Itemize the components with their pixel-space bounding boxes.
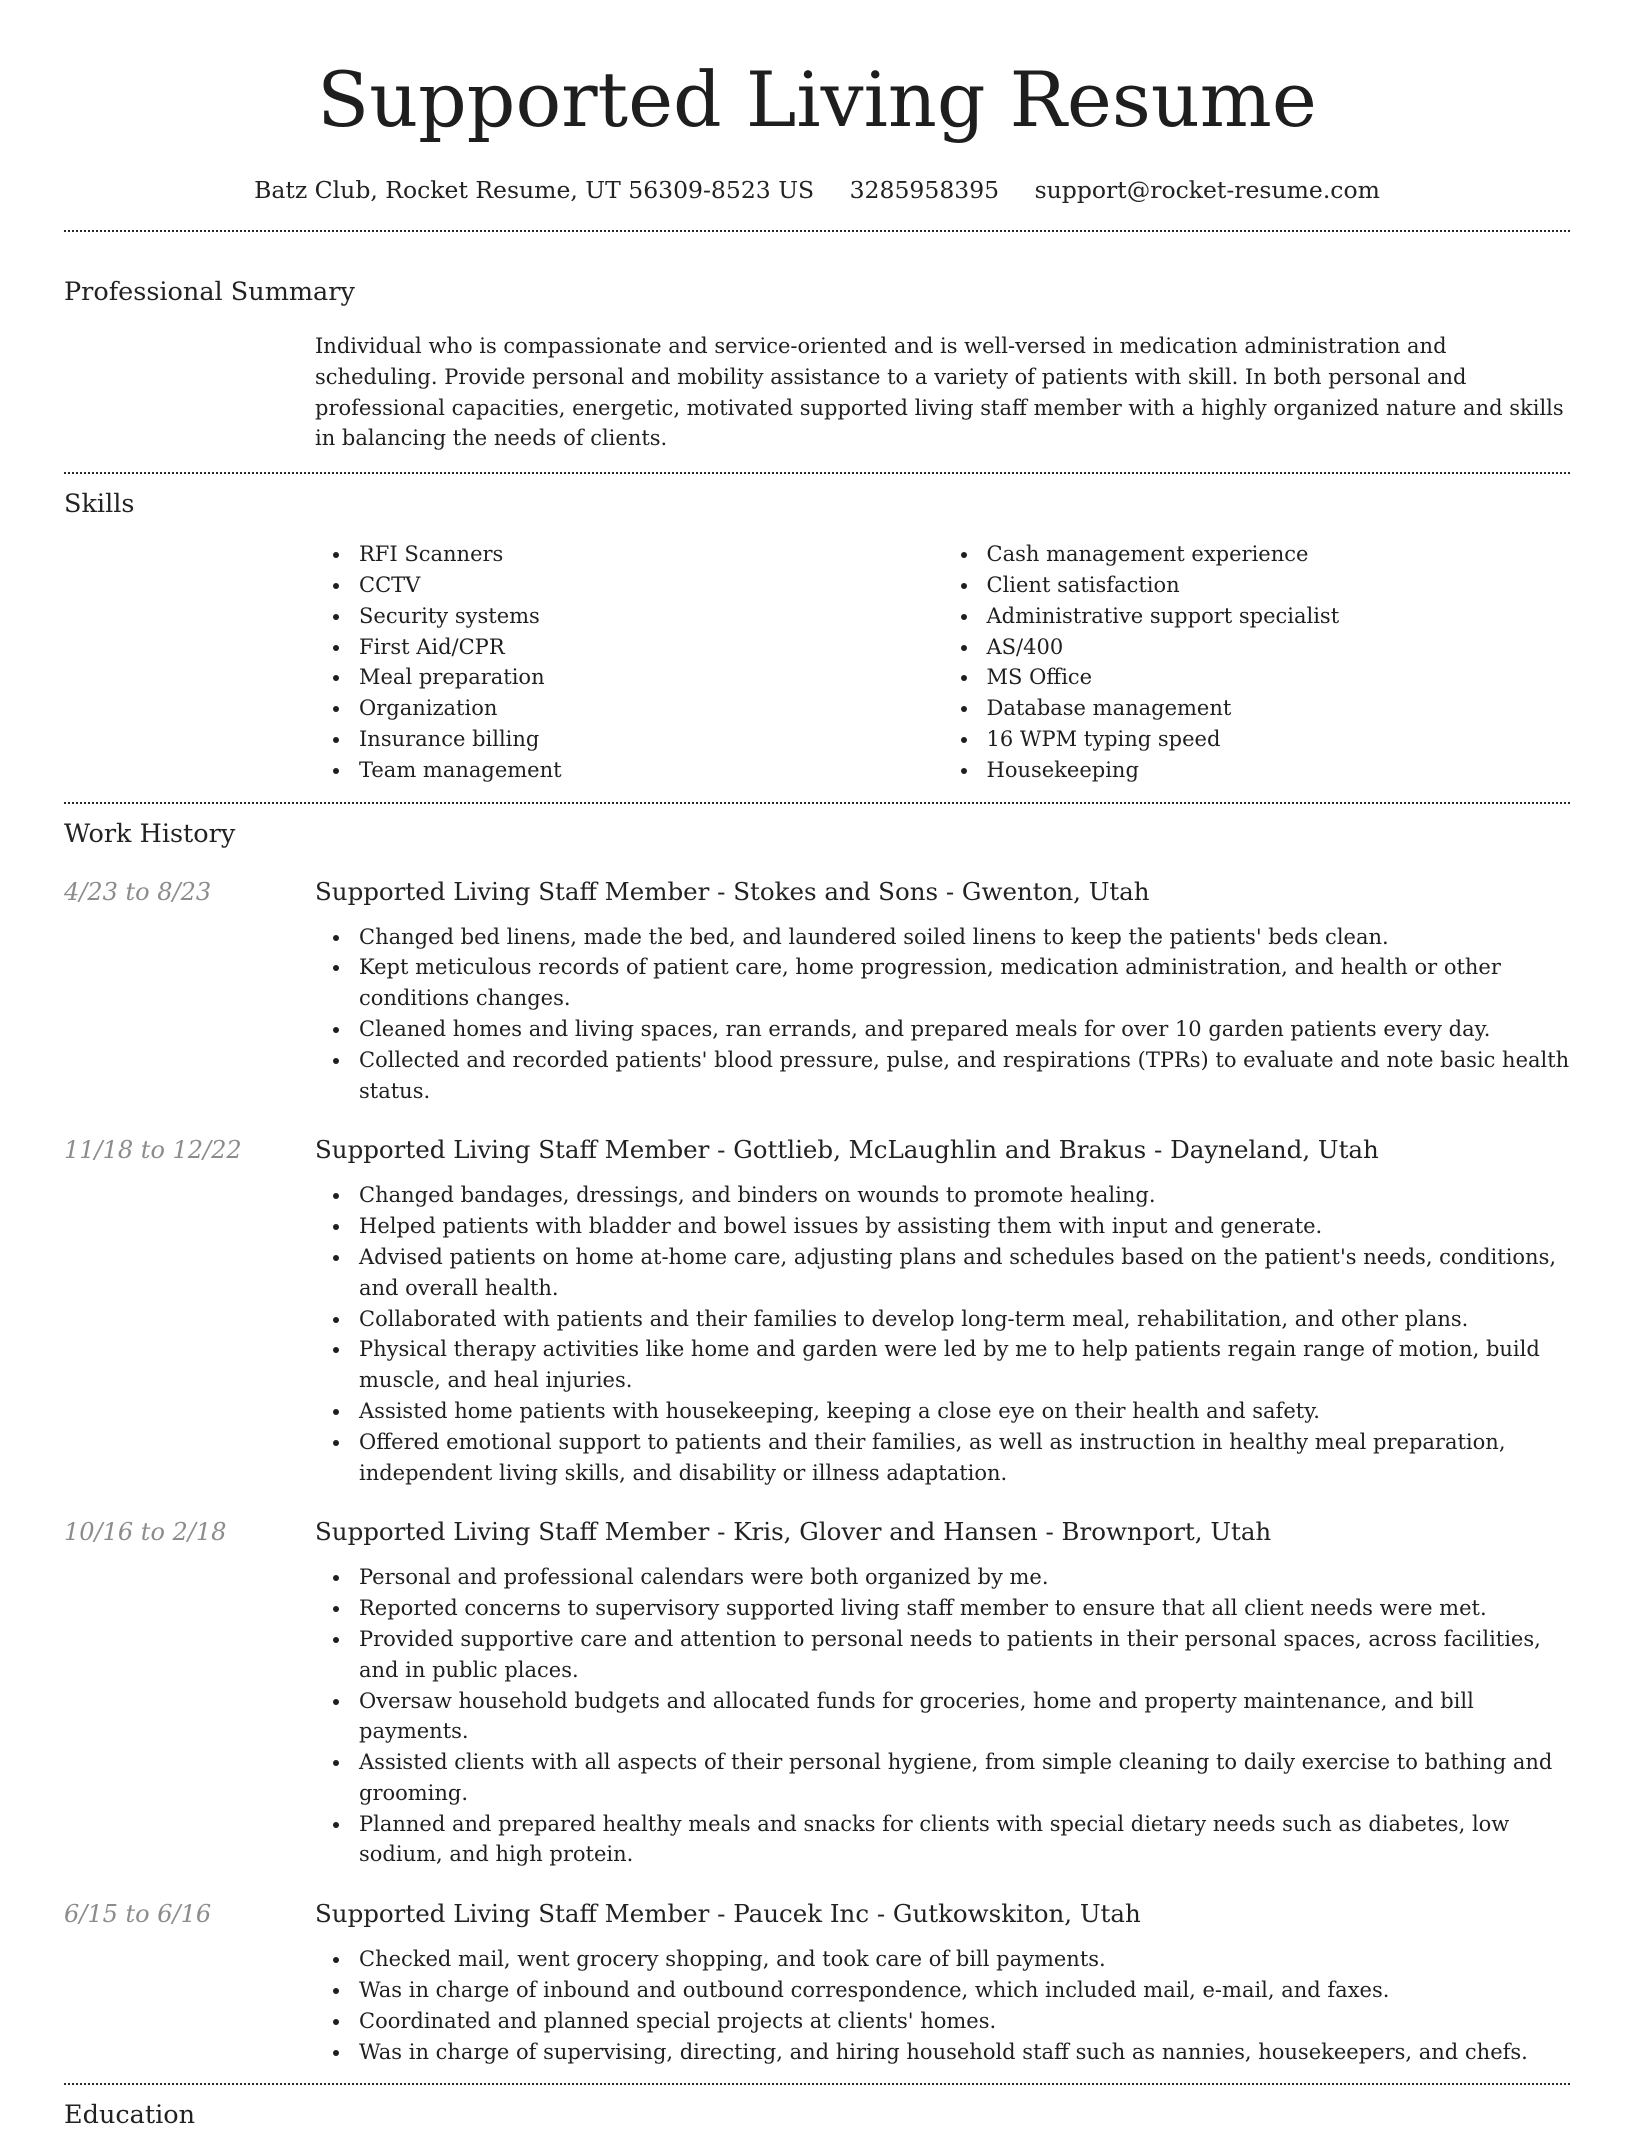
summary-text: Individual who is compassionate and service-oriented and is well-versed in medication administration and scheduling. Provide personal and mobility assistance to a variety of patients with skill. In both personal and professional capacities, energetic, motivated supported living staff member with a highly organized nature and skills in balancing the needs of clients. [315,334,1564,451]
job-entry [64,1132,1570,1488]
job-bullets [315,922,1570,1107]
job-bullet: Was in charge of inbound and outbound correspondence, which included mail, e-mail, and faxes. [359,1975,1570,2006]
work-history-heading: Work History [64,818,236,849]
job-bullet: Coordinated and planned special projects at clients' homes. [359,2006,1570,2037]
skills-list-left [315,539,943,785]
job-dates: 4/23 to 8/23 [64,877,212,906]
skills-heading: Skills [64,489,135,520]
contact-email: support@rocket-resume.com [1034,176,1380,204]
job-entry [64,1514,1570,1870]
skill-item: Security systems [359,601,943,632]
job-bullet: Physical therapy activities like home and garden were led by me to help patients regain range of motion, build muscle, and heal injuries. [359,1334,1570,1396]
job-entry [64,1896,1570,2067]
job-bullet: Provided supportive care and attention to personal needs to patients in their personal spaces, across facilities, and in public places. [359,1624,1570,1686]
job-entry [64,874,1570,1107]
skills-list-right [943,539,1571,785]
skill-item: 16 WPM typing speed [987,724,1571,755]
section-divider [64,472,1570,474]
skill-item: Client satisfaction [987,570,1571,601]
job-bullet: Changed bandages, dressings, and binders on wounds to promote healing. [359,1180,1570,1211]
job-bullets [315,1180,1570,1488]
contact-address: Batz Club, Rocket Resume, UT 56309-8523 US [254,176,815,204]
skill-item: MS Office [987,662,1571,693]
job-details [315,1562,1570,1870]
skills-grid [315,539,1570,785]
job-bullet: Assisted clients with all aspects of their personal hygiene, from simple cleaning to daily exercise to bathing and grooming. [359,1747,1570,1809]
job-bullet: Cleaned homes and living spaces, ran errands, and prepared meals for over 10 garden patients every day. [359,1014,1570,1045]
job-bullet: Collected and recorded patients' blood pressure, pulse, and respirations (TPRs) to evaluate and note basic health status. [359,1045,1570,1107]
skill-item: Cash management experience [987,539,1571,570]
job-title: Supported Living Staff Member - Paucek Inc - Gutkowskiton, Utah [315,1899,1141,1929]
skill-item: CCTV [359,570,943,601]
job-bullet: Advised patients on home at-home care, adjusting plans and schedules based on the patient's needs, conditions, and overall health. [359,1242,1570,1304]
job-bullet: Checked mail, went grocery shopping, and took care of bill payments. [359,1944,1570,1975]
job-bullets [315,1562,1570,1870]
job-dates: 6/15 to 6/16 [64,1900,212,1929]
skill-item: AS/400 [987,632,1571,663]
job-title: Supported Living Staff Member - Kris, Glover and Hansen - Brownport, Utah [315,1517,1272,1547]
job-title: Supported Living Staff Member - Gottlieb, McLaughlin and Brakus - Dayneland, Utah [315,1135,1379,1165]
skill-item: Database management [987,693,1571,724]
job-bullet: Planned and prepared healthy meals and snacks for clients with special dietary needs such as diabetes, low sodium, and high protein. [359,1809,1570,1871]
skills-section [315,539,1570,785]
job-details [315,922,1570,1107]
section-divider [64,2083,1570,2085]
job-bullet: Changed bed linens, made the bed, and laundered soiled linens to keep the patients' beds clean. [359,922,1570,953]
job-bullet: Was in charge of supervising, directing, and hiring household staff such as nannies, housekeepers, and chefs. [359,2037,1570,2068]
job-bullet: Oversaw household budgets and allocated funds for groceries, home and property maintenance, and bill payments. [359,1686,1570,1748]
skill-item: Organization [359,693,943,724]
job-bullet: Collaborated with patients and their families to develop long-term meal, rehabilitation, and other plans. [359,1304,1570,1335]
job-dates: 11/18 to 12/22 [64,1136,242,1165]
resume-page [64,0,1570,2135]
skill-item: Administrative support specialist [987,601,1571,632]
education-heading: Education [64,2100,196,2131]
job-bullet: Assisted home patients with housekeeping, keeping a close eye on their health and safety. [359,1396,1570,1427]
skill-item: First Aid/CPR [359,632,943,663]
skill-item: Housekeeping [987,755,1571,786]
job-bullet: Personal and professional calendars were both organized by me. [359,1562,1570,1593]
job-bullet: Kept meticulous records of patient care, home progression, medication administration, and health or other conditions changes. [359,952,1570,1014]
contact-phone: 3285958395 [849,176,1000,204]
section-divider [64,230,1570,232]
job-details [315,1180,1570,1488]
skill-item: RFI Scanners [359,539,943,570]
resume-title: Supported Living Resume [317,55,1317,144]
skill-item: Insurance billing [359,724,943,755]
job-bullets [315,1944,1570,2067]
summary-heading: Professional Summary [64,277,355,307]
job-bullet: Reported concerns to supervisory supported living staff member to ensure that all client needs were met. [359,1593,1570,1624]
contact-line [64,170,1570,210]
job-dates: 10/16 to 2/18 [64,1518,227,1547]
job-title: Supported Living Staff Member - Stokes and Sons - Gwenton, Utah [315,876,1150,906]
section-divider [64,802,1570,804]
skill-item: Team management [359,755,943,786]
summary-section [315,331,1570,454]
skill-item: Meal preparation [359,662,943,693]
job-bullet: Offered emotional support to patients and their families, as well as instruction in healthy meal preparation, independent living skills, and disability or illness adaptation. [359,1427,1570,1489]
job-bullet: Helped patients with bladder and bowel issues by assisting them with input and generate. [359,1211,1570,1242]
job-details [315,1944,1570,2067]
